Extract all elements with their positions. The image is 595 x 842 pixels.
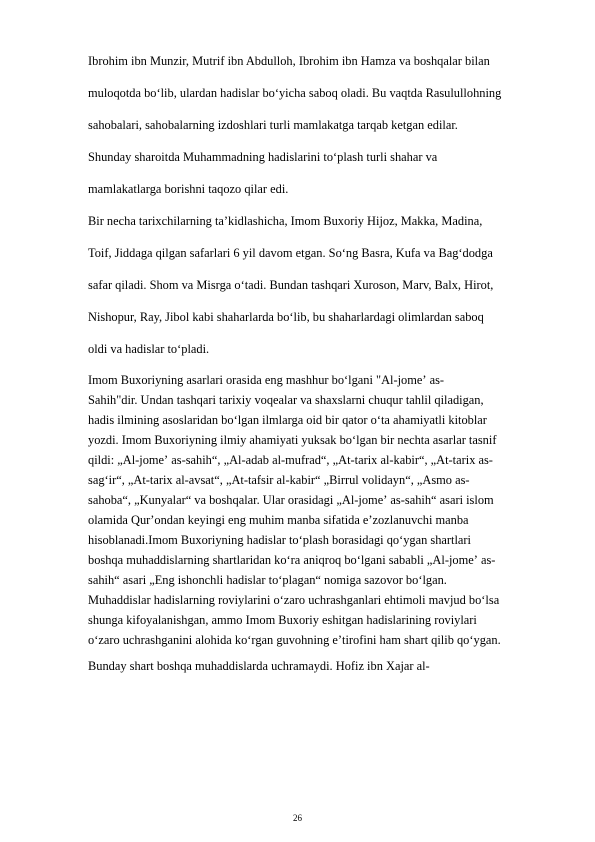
text-line: Bir necha tarixchilarning taʼkidlashicha, Imom Buxoriy Hijoz, Makka, Madina, (88, 214, 483, 228)
text-line: yozdi. Imom Buxoriyning ilmiy ahamiyati yuksak boʻlgan bir nechta asarlar tasnif (88, 433, 497, 447)
text-line: muloqotda boʻlib, ulardan hadislar boʻyicha saboq oladi. Bu vaqtda Rasulullohning (88, 86, 502, 100)
text-line: Bunday shart boshqa muhaddislarda uchramaydi. Hofiz ibn Xajar al- (88, 659, 430, 673)
text-line: olamida Qurʼondan keyingi eng muhim manba sifatida eʼzozlanuvchi manba (88, 513, 469, 527)
text-line: sahih“ asari „Eng ishonchli hadislar toʻplagan“ nomiga sazovor boʻlgan. (88, 573, 447, 587)
text-line: Muhaddislar hadislarning roviylarini oʻzaro uchrashganlari ehtimoli mavjud boʻlsa (88, 593, 500, 607)
text-line: oʻzaro uchrashganini alohida koʻrgan guvohning eʼtirofini ham shart qilib qoʻygan. (88, 633, 501, 647)
text-line: Ibrohim ibn Munzir, Mutrif ibn Abdulloh, Ibrohim ibn Hamza va boshqalar bilan (88, 54, 490, 68)
text-line: sahoba“, „Kunyalar“ va boshqalar. Ular orasidagi „Al-jomeʼ as-sahih“ asari islom (88, 493, 494, 507)
text-line: hadis ilmining asoslaridan boʻlgan ilmlarga oid bir qator oʻta ahamiyatli kitoblar (88, 413, 487, 427)
text-line: qildi: „Al-jomeʼ as-sahih“, „Al-adab al-mufrad“, „At-tarix al-kabir“, „At-tarix as- (88, 453, 493, 467)
text-line: Sahih"dir. Undan tashqari tarixiy voqealar va shaxslarni chuqur tahlil qiladigan, (88, 393, 484, 407)
page-number: 26 (293, 813, 302, 823)
text-line: shunga kifoyalanishgan, ammo Imom Buxoriy eshitgan hadislarining roviylari (88, 613, 477, 627)
text-line: oldi va hadislar toʻpladi. (88, 342, 210, 356)
text-line: sagʻir“, „At-tarix al-avsat“, „At-tafsir al-kabir“ „Birrul volidayn“, „Asmo as- (88, 473, 470, 487)
text-line: boshqa muhaddislarning shartlaridan koʻra aniqroq boʻlgani sababli „Al-jomeʼ as- (88, 553, 496, 567)
text-line: Imom Buxoriyning asarlari orasida eng mashhur boʻlgani "Al-jomeʼ as- (88, 373, 445, 387)
text-line: mamlakatlarga borishni taqozo qilar edi. (88, 182, 289, 196)
text-line: hisoblanadi.Imom Buxoriyning hadislar toʻplash borasidagi qoʻygan shartlari (88, 533, 472, 547)
text-line: safar qiladi. Shom va Misrga oʻtadi. Bundan tashqari Xuroson, Marv, Balx, Hirot, (88, 278, 494, 292)
text-line: Nishopur, Ray, Jibol kabi shaharlarda boʻlib, bu shaharlardagi olimlardan saboq (88, 310, 484, 324)
text-line: Shunday sharoitda Muhammadning hadislarini toʻplash turli shahar va (88, 150, 438, 164)
text-line: Toif, Jiddaga qilgan safarlari 6 yil davom etgan. Soʻng Basra, Kufa va Bagʻdodga (88, 246, 493, 260)
text-line: sahobalari, sahobalarning izdoshlari turli mamlakatga tarqab ketgan edilar. (88, 118, 458, 132)
